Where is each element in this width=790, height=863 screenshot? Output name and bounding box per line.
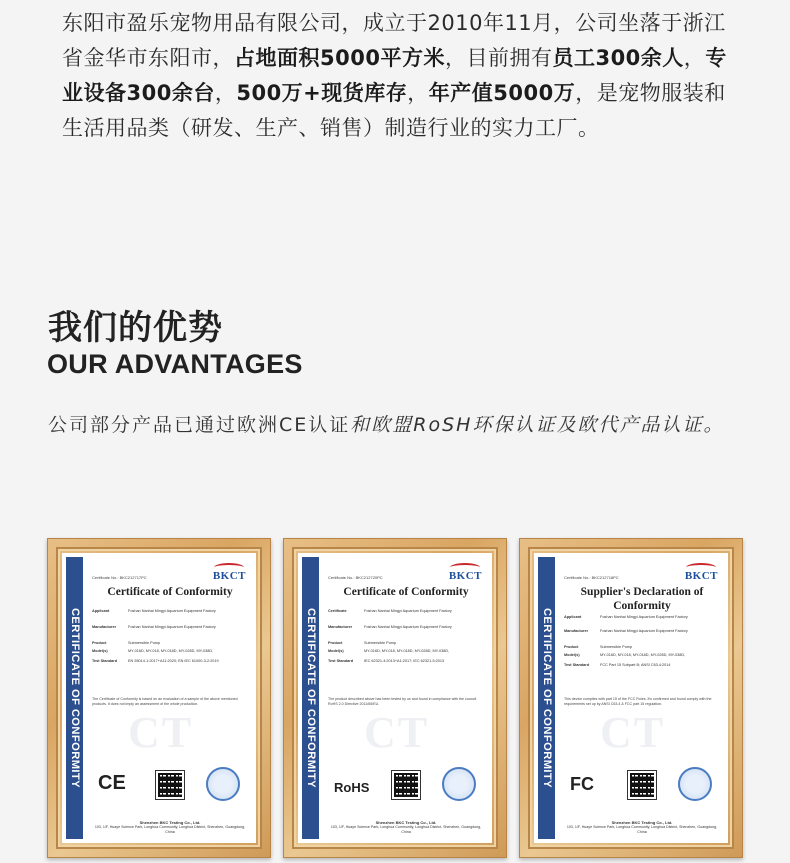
logo-text: BKCT: [212, 570, 246, 582]
certificate-frame-ce: [47, 538, 271, 858]
intro-highlight-output: 年产值5000万: [428, 81, 576, 105]
certificate-paper: [62, 553, 256, 843]
standard-value: FCC Part 15 Subpart B; ANSI C63.4:2014: [600, 663, 671, 667]
intro-highlight-stock: 500万+现货库存: [236, 81, 408, 105]
certificate-side-banner: [66, 557, 83, 839]
certificate-number: Certificate No.: BKC212720PC: [328, 575, 383, 580]
certificate-note: The Certificate of Conformity is based on an evaluation of a sample of the above mentioned products. It does not imply an assessment of the whole production.: [92, 697, 238, 706]
intro-highlight-equipment: 专业设备300余台: [62, 46, 727, 105]
intro-text-5: ，: [407, 81, 429, 105]
qr-code-icon: [392, 771, 420, 799]
certificate-number: Certificate No.: BKC212717PC: [92, 575, 147, 580]
intro-highlight-area: 占地面积5000平方米: [234, 46, 445, 70]
intro-text-1: 东阳市盈乐宠物用品有限公司，成立于2010年11月，公司坐落于浙江省金华市东阳市，: [62, 11, 726, 70]
ce-mark: CE: [98, 772, 126, 794]
company-intro: [62, 6, 742, 146]
bkct-logo: [449, 563, 482, 582]
product-value: Submersible Pump: [600, 645, 633, 649]
standard-value: IEC 62321-4:2013+A1:2017; IEC 62321-5:2013: [364, 659, 445, 663]
lab-address: 103, 1/F, Huaye Science Park, Longhua Community, Longhua District, Shenzhen, Guangdong, China: [566, 825, 718, 834]
side-banner-text: CERTIFICATE OF CONFORMITY: [68, 607, 81, 789]
certificate-content: BKCT Certificate No.: BKC212718PC Supplier's Declaration of Conformity Applicant Foshan Nanhai Mingyi Aquarium Equipment Factory Manufacturer Foshan Nanhai Mingyi Aquarium Equipment Factory Product Submersible Pump Model(s) MY-016D, MY-018, MY-018D, MY-028D, MY-038D, Test Standard FCC Part 15 Subpart B; ANSI C63.4:2014 This device complies with part 15 of the FCC Rules. It's confirmed and found comply with the requirements set up by ANSI C63.4 & FCC part 15 regulation. CT FC Shenzhen BKC Testing Co., Ltd. 103, 1/F, Huaye Science Park, Longhua Community, Longhua District, Shenzhen, Guangdong, China: [560, 557, 724, 839]
lab-name: Shenzhen BKC Testing Co., Ltd.: [139, 820, 201, 825]
product-value: Submersible Pump: [128, 641, 161, 645]
intro-text-3: ，: [683, 46, 706, 70]
bkct-logo: [685, 563, 718, 582]
logo-text: BKCT: [448, 570, 482, 582]
bkct-watermark: CT: [600, 708, 666, 757]
certificate-title: Supplier's Declaration of Conformity: [580, 586, 704, 612]
standard-value: EN 55014-1:2017+A11:2020; EN IEC 61000-3-2:2019: [128, 659, 219, 663]
rohs-mark: RoHS: [334, 780, 370, 795]
certificate-frame-fcc: [519, 538, 743, 858]
certification-seal-icon: [678, 767, 712, 801]
product-value: Submersible Pump: [364, 641, 397, 645]
qr-code-icon: [156, 771, 184, 799]
certificate-side-banner: [538, 557, 555, 839]
section-title-cn: 我们的优势: [48, 308, 223, 348]
section-description: [48, 409, 728, 441]
applicant-value: Foshan Nanhai Mingyi Aquarium Equipment Factory: [600, 615, 688, 619]
applicant-value: Foshan Nanhai Mingyi Aquarium Equipment Factory: [364, 609, 452, 613]
lab-address: 103, 1/F, Huaye Science Park, Longhua Community, Longhua District, Shenzhen, Guangdong, China: [94, 825, 246, 834]
section-title-en: OUR ADVANTAGES: [47, 349, 303, 379]
lab-name: Shenzhen BKC Testing Co., Ltd.: [611, 820, 673, 825]
certificate-footer: [92, 820, 248, 835]
certificate-note: This device complies with part 15 of the FCC Rules. It's confirmed and found comply with the requirements set up by ANSI C63.4 & FCC part 15 regulation.: [564, 697, 712, 706]
certificate-side-banner: [302, 557, 319, 839]
certification-seal-icon: [206, 767, 240, 801]
bkct-logo: [213, 563, 246, 582]
models-value: MY-016D, MY-018, MY-018D, MY-028D, MY-038D,: [128, 649, 214, 653]
qr-code-icon: [628, 771, 656, 799]
certificate-content: BKCT Certificate No.: BKC212717PC Certificate of Conformity Applicant Foshan Nanhai Mingyi Aquarium Equipment Factory Manufacturer Foshan Nanhai Mingyi Aquarium Equipment Factory Product Submersible Pump Model(s) MY-016D, MY-018, MY-018D, MY-028D, MY-038D, Test Standard EN 55014-1:2017+A11:2020; EN IEC 61000-3-2:2019 The Certificate of Conformity is based on an evaluation of a sample of the above mentioned products. It does not imply an assessment of the whole production. CT CE Shenzhen BKC Testing Co., Ltd. 103, 1/F, Huaye Science Park, Longhua Community, Longhua District, Shenzhen, Guangdong, China: [88, 557, 252, 839]
certificate-title: Certificate of Conformity: [107, 586, 233, 598]
manufacturer-value: Foshan Nanhai Mingyi Aquarium Equipment Factory: [600, 629, 688, 633]
bkct-watermark: CT: [364, 708, 430, 757]
certificate-footer: [328, 820, 484, 835]
lab-name: Shenzhen BKC Testing Co., Ltd.: [375, 820, 437, 825]
side-banner-text: CERTIFICATE OF CONFORMITY: [304, 607, 317, 789]
applicant-value: Foshan Nanhai Mingyi Aquarium Equipment Factory: [128, 609, 216, 613]
description-part-b: 和欧盟RoSH环保认证及欧代产品认证。: [350, 414, 725, 436]
lab-address: 103, 1/F, Huaye Science Park, Longhua Community, Longhua District, Shenzhen, Guangdong, China: [330, 825, 482, 834]
certificate-frame-rohs: [283, 538, 507, 858]
manufacturer-value: Foshan Nanhai Mingyi Aquarium Equipment Factory: [128, 625, 216, 629]
certificate-number: Certificate No.: BKC212718PC: [564, 575, 619, 580]
certificate-title: Certificate of Conformity: [343, 586, 469, 598]
description-part-a: 公司部分产品已通过欧洲CE认证: [48, 414, 351, 436]
certificate-footer: [564, 820, 720, 835]
intro-text-6: ，是宠物服装和生活用品类（研发、生产、销售）制造行业的实力工厂。: [62, 81, 726, 140]
certificate-paper: [298, 553, 492, 843]
intro-highlight-staff: 员工300余人: [552, 46, 684, 70]
certification-seal-icon: [442, 767, 476, 801]
intro-text-4: ，: [214, 81, 237, 105]
certificate-content: BKCT Certificate No.: BKC212720PC Certificate of Conformity Certificate Foshan Nanhai Mingyi Aquarium Equipment Factory Manufacturer Foshan Nanhai Mingyi Aquarium Equipment Factory Product Submersible Pump Model(s) MY-016D, MY-018, MY-018D, MY-028D, MY-038D, Test Standard IEC 62321-4:2013+A1:2017; IEC 62321-5:2013 The product described above has been tested by us and found in compliance with the council RoHS 2.0 Directive 2011/65/EU. CT RoHS Shenzhen BKC Testing Co., Ltd. 103, 1/F, Huaye Science Park, Longhua Community, Longhua District, Shenzhen, Guangdong, China: [324, 557, 488, 839]
manufacturer-value: Foshan Nanhai Mingyi Aquarium Equipment Factory: [364, 625, 452, 629]
side-banner-text: CERTIFICATE OF CONFORMITY: [540, 607, 553, 789]
certificate-paper: [534, 553, 728, 843]
logo-text: BKCT: [684, 570, 718, 582]
intro-text-2: ，目前拥有: [444, 46, 553, 70]
certificate-note: The product described above has been tested by us and found in compliance with the council RoHS 2.0 Directive 2011/65/EU.: [328, 697, 477, 706]
bkct-watermark: CT: [128, 708, 194, 757]
fcc-mark: FC: [570, 774, 594, 794]
models-value: MY-016D, MY-018, MY-018D, MY-028D, MY-038D,: [600, 653, 686, 657]
models-value: MY-016D, MY-018, MY-018D, MY-028D, MY-038D,: [364, 649, 450, 653]
